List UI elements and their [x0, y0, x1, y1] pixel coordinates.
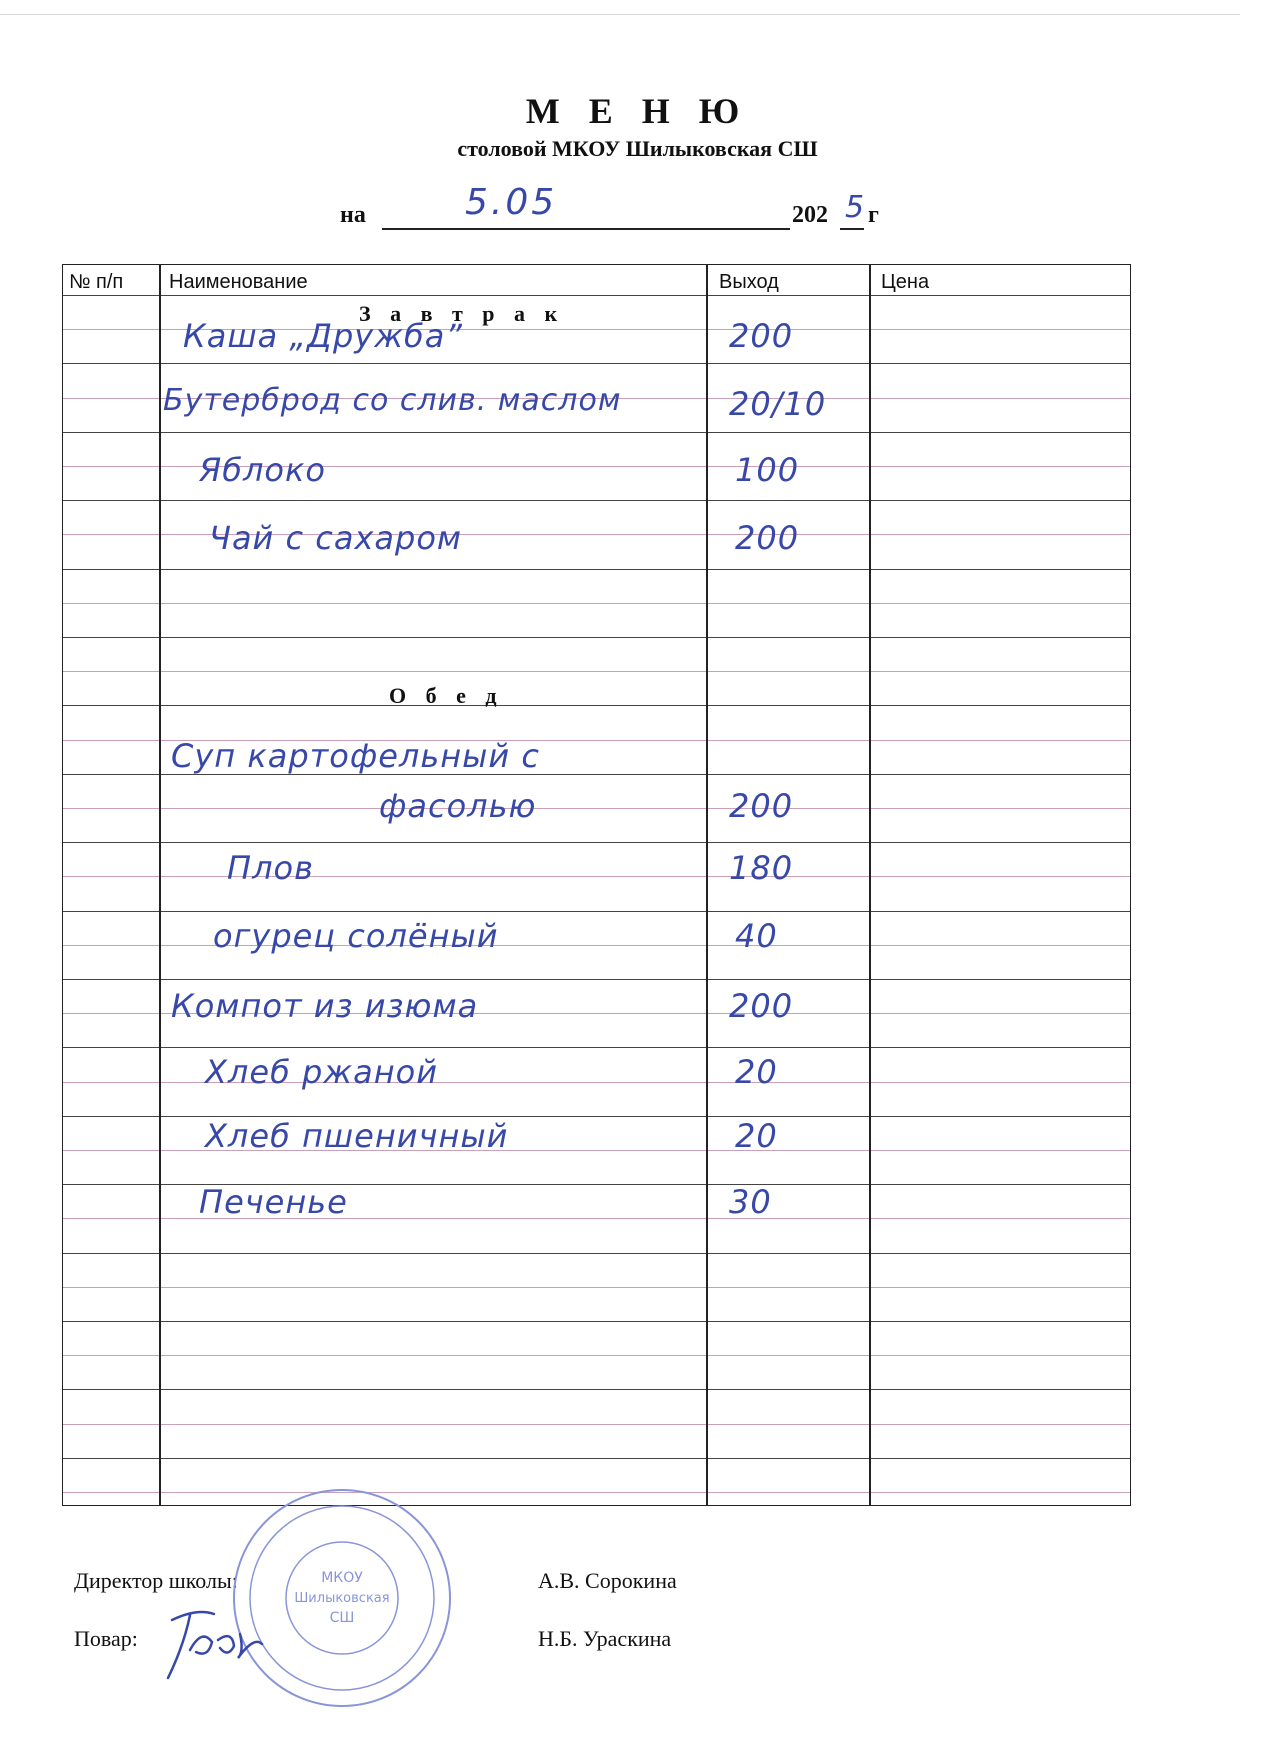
table-row-line [63, 808, 1130, 809]
breakfast-item-name: Яблоко [199, 451, 326, 489]
table-row-line [63, 876, 1130, 877]
breakfast-item-output: 200 [729, 317, 794, 355]
table-row-line [63, 1047, 1130, 1048]
lunch-item-name: Компот из изюма [171, 987, 479, 1025]
table-row-line [63, 979, 1130, 980]
table-row-line [63, 1287, 1130, 1288]
table-row-line [63, 1355, 1130, 1356]
cook-signature [162, 1600, 272, 1690]
scan-edge-line [0, 14, 1240, 15]
table-row-line [63, 842, 1130, 843]
cook-name: Н.Б. Ураскина [538, 1626, 672, 1651]
document-subtitle: столовой МКОУ Шилыковская СШ [457, 136, 818, 161]
lunch-item-name: Хлеб ржаной [205, 1053, 439, 1091]
handwritten-date: 5.05 [465, 182, 558, 223]
document-title: М Е Н Ю [525, 91, 750, 131]
lunch-item-output: 40 [735, 917, 778, 955]
lunch-item-name: Плов [227, 849, 314, 887]
svg-text:Шилыковская: Шилыковская [294, 1591, 390, 1606]
lunch-item-name: огурец солёный [213, 917, 499, 955]
column-divider [706, 265, 708, 1505]
breakfast-item-name: Бутерброд со слив. маслом [163, 383, 622, 418]
table-row-line [63, 911, 1130, 912]
breakfast-item-output: 20/10 [729, 385, 827, 423]
year-suffix: г [868, 202, 879, 228]
table-row-line [63, 603, 1130, 604]
table-row-line [63, 671, 1130, 672]
breakfast-item-name: Чай с сахаром [209, 519, 463, 557]
table-row-line [63, 705, 1130, 706]
column-header-price: Цена [881, 271, 930, 293]
table-row-line [63, 569, 1130, 570]
lunch-item-name: Суп картофельный с [171, 737, 540, 775]
lunch-item-output: 30 [729, 1183, 772, 1221]
section-lunch: О б е д [389, 683, 504, 708]
cook-label: Повар: [74, 1626, 138, 1651]
director-name: А.В. Сорокина [538, 1568, 677, 1593]
menu-table [62, 264, 1131, 1506]
breakfast-item-output: 100 [735, 451, 800, 489]
date-prefix: на [340, 202, 366, 228]
lunch-item-output: 180 [729, 849, 794, 887]
column-divider [869, 265, 871, 1505]
table-row-line [63, 637, 1130, 638]
table-row-line [63, 1389, 1130, 1390]
column-header-name: Наименование [169, 271, 308, 293]
year-blank-line [840, 228, 864, 230]
lunch-item-output: 20 [735, 1053, 778, 1091]
column-header-output: Выход [719, 271, 779, 293]
table-row-line [63, 500, 1130, 501]
lunch-item-name: Хлеб пшеничный [205, 1117, 509, 1155]
table-row-line [63, 295, 1130, 296]
section-breakfast: З а в т р а к [359, 301, 565, 326]
lunch-item-output: 20 [735, 1117, 778, 1155]
year-prefix: 202 [792, 202, 828, 228]
table-row-line [63, 363, 1130, 364]
lunch-item-name: Печенье [199, 1183, 348, 1221]
table-row-line [63, 1458, 1130, 1459]
lunch-item-output: 200 [729, 987, 794, 1025]
table-row-line [63, 1321, 1130, 1322]
table-row-line [63, 432, 1130, 433]
column-header-number: № п/п [69, 271, 124, 293]
table-row-line [63, 1492, 1130, 1493]
lunch-item-output: 200 [729, 787, 794, 825]
breakfast-item-output: 200 [735, 519, 800, 557]
breakfast-item-name: Каша „Дружба” [183, 317, 463, 355]
handwritten-year-digit: 5 [845, 190, 865, 225]
table-row-line [63, 1424, 1130, 1425]
director-label: Директор школы: [74, 1568, 238, 1593]
svg-text:МКОУ: МКОУ [321, 1570, 363, 1586]
lunch-item-name-continued: фасолью [379, 787, 537, 825]
svg-text:СШ: СШ [329, 1610, 355, 1626]
column-divider [159, 265, 161, 1505]
date-blank-line [382, 228, 790, 230]
table-row-line [63, 1253, 1130, 1254]
